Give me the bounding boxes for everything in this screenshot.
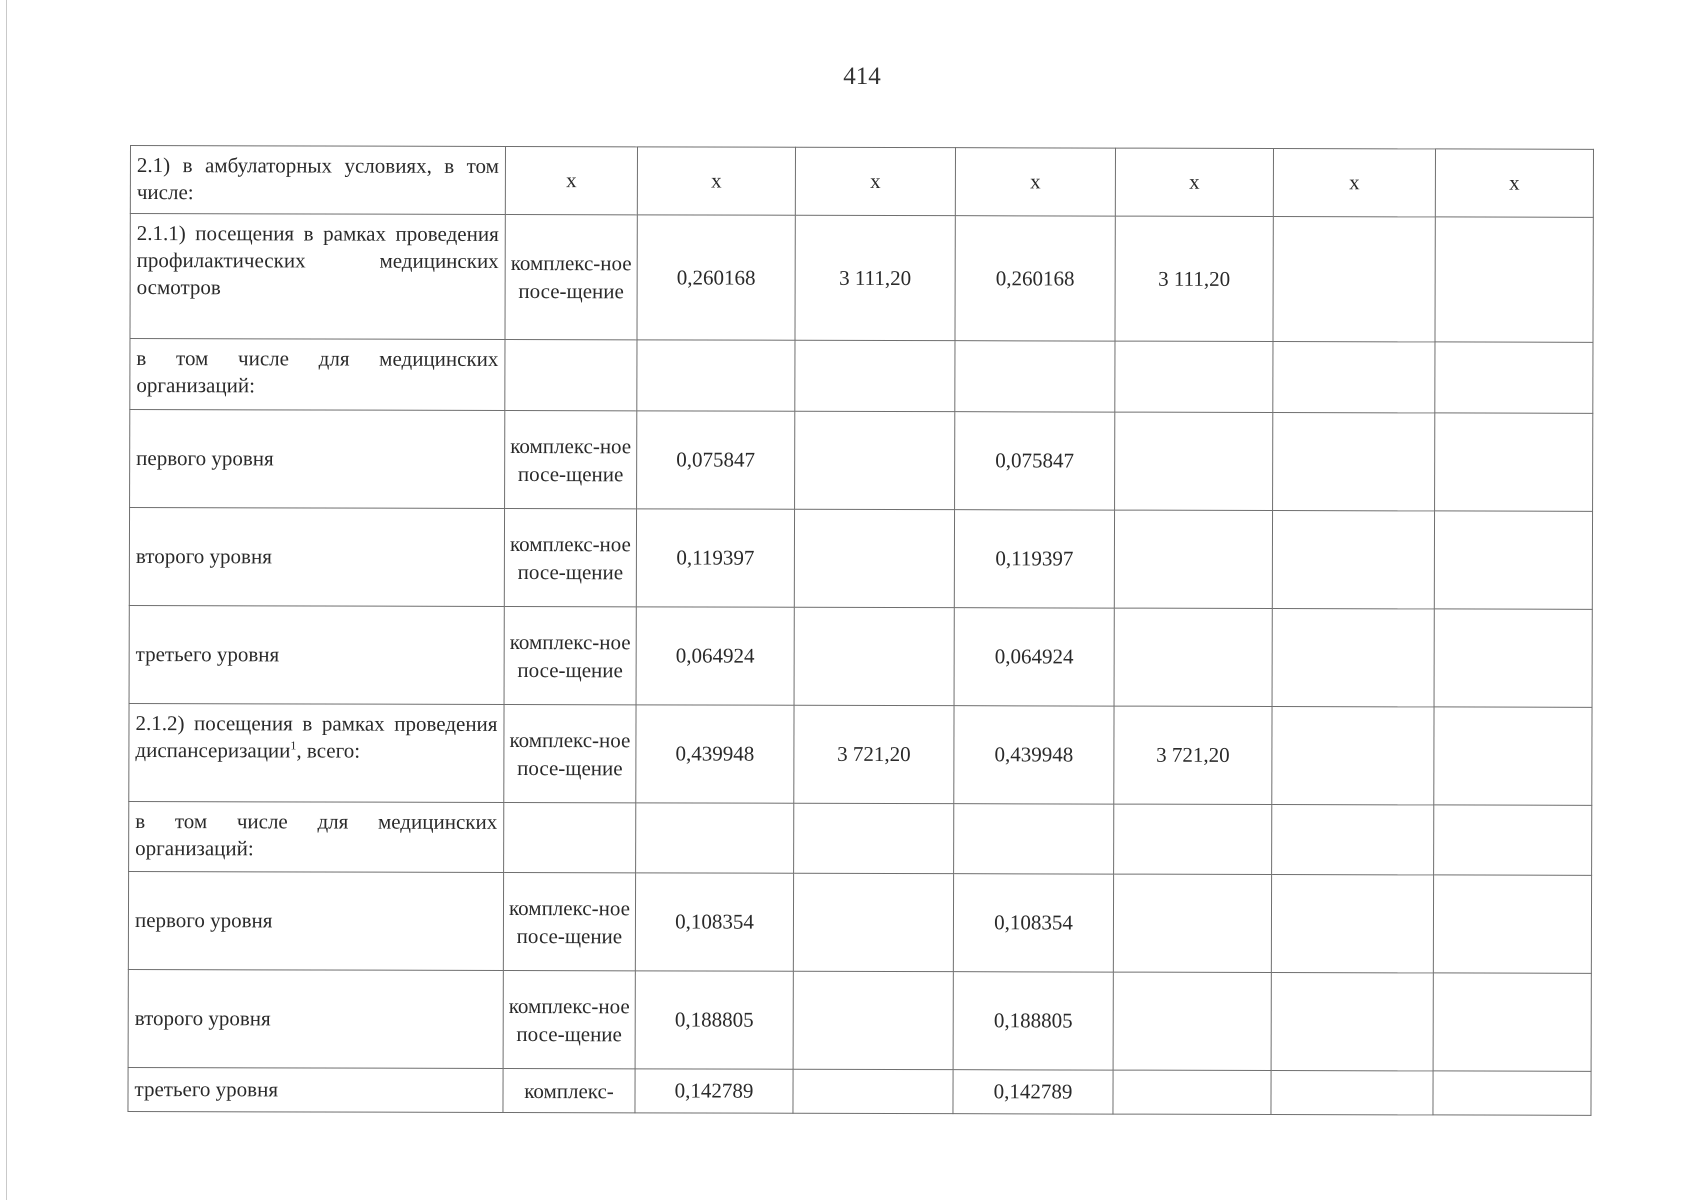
- value-cell: [1434, 609, 1592, 707]
- value-cell: [1271, 972, 1433, 1070]
- value-cell: 0,439948: [636, 705, 794, 803]
- value-cell: [1272, 608, 1434, 706]
- row-label: первого уровня: [130, 410, 505, 509]
- value-cell: х: [637, 147, 795, 215]
- value-cell: [1113, 874, 1271, 972]
- row-label: второго уровня: [128, 969, 503, 1068]
- value-cell: 3 721,20: [794, 705, 954, 803]
- row-label-text: 2.1.2) посещения в рамках проведения диспансеризации: [135, 711, 498, 763]
- value-cell: 0,260168: [637, 215, 795, 340]
- value-cell: [1271, 1070, 1433, 1114]
- value-cell: 0,119397: [636, 509, 794, 607]
- row-label: [129, 703, 504, 802]
- value-cell: [1272, 706, 1434, 804]
- row-label: третьего уровня: [129, 605, 504, 704]
- row-label: 2.1) в амбулаторных условиях, в том числе:: [130, 146, 505, 215]
- value-cell: [793, 1069, 953, 1113]
- value-cell: [1433, 875, 1591, 973]
- value-cell: 3 721,20: [1114, 706, 1272, 804]
- value-cell: [1433, 973, 1591, 1071]
- value-cell: [1434, 707, 1592, 805]
- value-cell: [795, 340, 955, 411]
- value-cell: [1435, 217, 1593, 342]
- value-cell: х: [955, 148, 1115, 216]
- row-label: третьего уровня: [128, 1067, 503, 1112]
- value-cell: 0,188805: [953, 972, 1113, 1070]
- value-cell: х: [1273, 148, 1435, 216]
- value-cell: 0,064924: [636, 607, 794, 705]
- unit-cell: комплекс-ное посе-щение: [504, 606, 636, 704]
- unit-cell: х: [505, 146, 637, 214]
- unit-cell: комплекс-ное посе-щение: [503, 970, 635, 1068]
- value-cell: 3 111,20: [795, 215, 955, 340]
- table-row: [128, 969, 1591, 1071]
- unit-cell: комплекс-ное посе-щение: [503, 872, 635, 970]
- table-row: [130, 214, 1593, 343]
- row-label: в том числе для медицинских организаций:: [130, 339, 505, 411]
- value-cell: [794, 803, 954, 873]
- value-cell: 0,108354: [635, 873, 793, 971]
- value-cell: 0,142789: [953, 1070, 1113, 1114]
- value-cell: [793, 971, 953, 1069]
- unit-cell: комплекс-ное посе-щение: [504, 704, 636, 802]
- footnote-marker: 1: [290, 738, 297, 753]
- value-cell: 0,188805: [635, 971, 793, 1069]
- unit-cell: [504, 802, 636, 872]
- value-cell: [794, 509, 954, 607]
- unit-cell: комплекс-ное посе-щение: [505, 410, 637, 508]
- value-cell: [1273, 412, 1435, 510]
- value-cell: [1435, 342, 1593, 413]
- value-cell: [1434, 511, 1592, 609]
- value-cell: [1434, 805, 1592, 875]
- unit-cell: [505, 339, 637, 410]
- table-row: [128, 1067, 1591, 1115]
- value-cell: [1115, 341, 1273, 412]
- unit-cell: комплекс-: [503, 1068, 635, 1112]
- row-label: первого уровня: [128, 871, 503, 970]
- value-cell: 0,075847: [637, 411, 795, 509]
- value-cell: [1271, 874, 1433, 972]
- value-cell: [1114, 608, 1272, 706]
- table-row: [130, 339, 1593, 414]
- value-cell: [1113, 972, 1271, 1070]
- value-cell: х: [1115, 148, 1273, 216]
- value-cell: [794, 607, 954, 705]
- row-label-tail: , всего:: [296, 738, 361, 763]
- value-cell: [1273, 341, 1435, 412]
- page-number: 414: [843, 63, 881, 90]
- value-cell: [1273, 216, 1435, 341]
- value-cell: [1114, 510, 1272, 608]
- value-cell: 0,119397: [954, 510, 1114, 608]
- value-cell: х: [1435, 149, 1593, 217]
- value-cell: [795, 411, 955, 509]
- value-cell: [955, 341, 1115, 412]
- table-row: [129, 605, 1592, 707]
- value-cell: [793, 873, 953, 971]
- row-label: второго уровня: [129, 508, 504, 607]
- value-cell: 0,142789: [635, 1069, 793, 1113]
- value-cell: [1435, 413, 1593, 511]
- row-label: 2.1.1) посещения в рамках проведения профилактических медицинских осмотров: [130, 214, 505, 340]
- table-row: [130, 410, 1593, 512]
- value-cell: 0,075847: [955, 412, 1115, 510]
- table-row: [129, 703, 1592, 805]
- table-row: [129, 508, 1592, 610]
- value-cell: [954, 804, 1114, 874]
- value-cell: 3 111,20: [1115, 216, 1273, 341]
- table-row: [130, 146, 1593, 218]
- table-row: [128, 871, 1591, 973]
- value-cell: [637, 340, 795, 411]
- value-cell: [1113, 1070, 1271, 1114]
- row-label: в том числе для медицинских организаций:: [129, 801, 504, 872]
- value-cell: 0,064924: [954, 608, 1114, 706]
- scan-edge-line: [6, 0, 7, 1200]
- value-cell: 0,439948: [954, 706, 1114, 804]
- tariff-table: [127, 145, 1594, 1116]
- value-cell: [636, 803, 794, 873]
- value-cell: х: [795, 147, 955, 215]
- unit-cell: комплекс-ное посе-щение: [505, 214, 637, 339]
- unit-cell: комплекс-ное посе-щение: [504, 508, 636, 606]
- value-cell: [1114, 804, 1272, 874]
- value-cell: [1272, 510, 1434, 608]
- value-cell: [1272, 804, 1434, 874]
- value-cell: 0,108354: [953, 874, 1113, 972]
- value-cell: [1433, 1071, 1591, 1115]
- value-cell: [1115, 412, 1273, 510]
- table-row: [129, 801, 1592, 875]
- value-cell: 0,260168: [955, 216, 1115, 341]
